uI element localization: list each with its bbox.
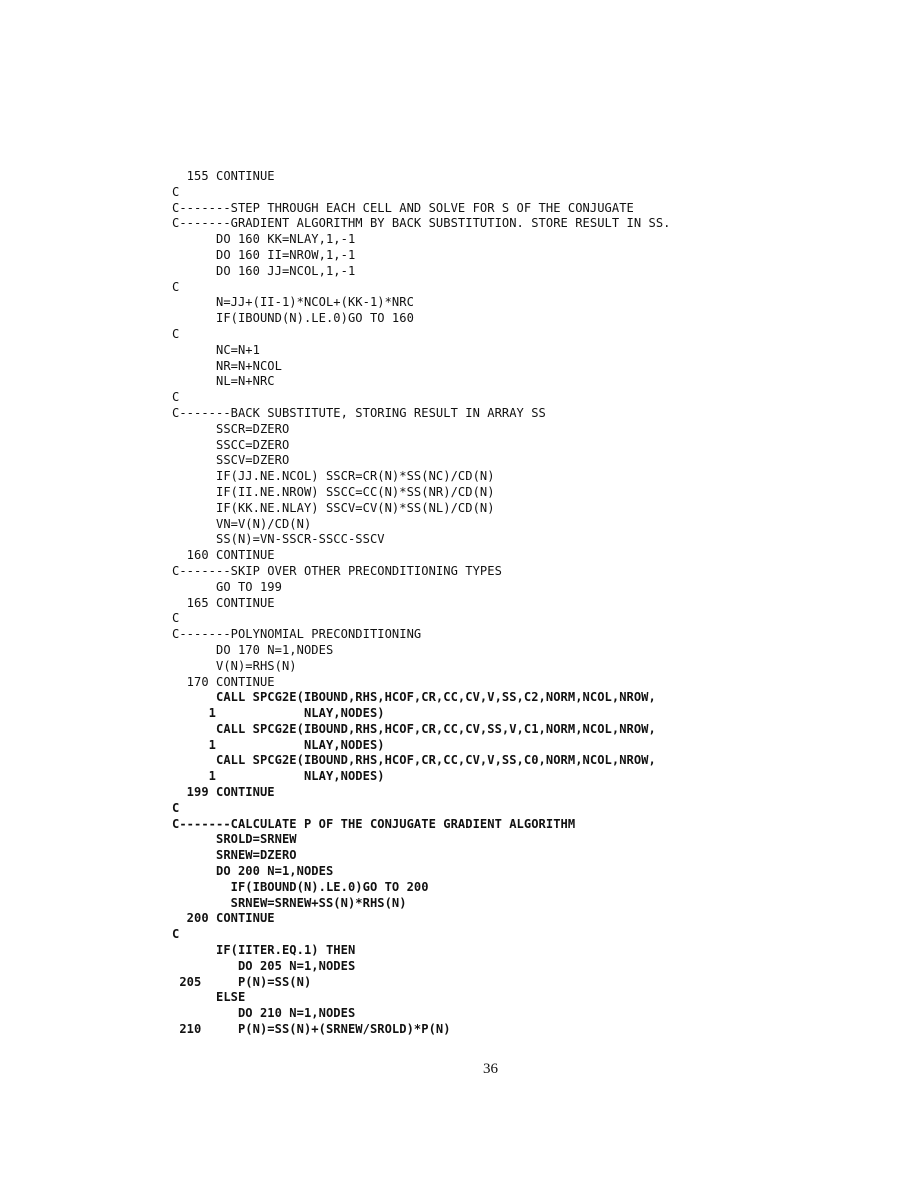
code-line: DO 160 KK=NLAY,1,-1 bbox=[172, 232, 356, 247]
code-line: NR=N+NCOL bbox=[172, 358, 282, 373]
code-line: IF(II.NE.NROW) SSCC=CC(N)*SS(NR)/CD(N) bbox=[172, 484, 495, 499]
code-line: 200 CONTINUE bbox=[172, 911, 275, 926]
code-line: 155 CONTINUE bbox=[172, 169, 275, 183]
code-line: SSCC=DZERO bbox=[172, 437, 290, 452]
code-line: C-------CALCULATE P OF THE CONJUGATE GRADIENT ALGORITHM bbox=[172, 816, 576, 831]
code-line: 1 NLAY,NODES) bbox=[172, 769, 385, 784]
code-line: C-------GRADIENT ALGORITHM BY BACK SUBSTITUTION. STORE RESULT IN SS. bbox=[172, 216, 671, 231]
code-line: 1 NLAY,NODES) bbox=[172, 737, 385, 752]
code-line: VN=V(N)/CD(N) bbox=[172, 516, 312, 531]
code-line: C-------BACK SUBSTITUTE, STORING RESULT IN ARRAY SS bbox=[172, 405, 546, 420]
code-line: GO TO 199 bbox=[172, 579, 282, 594]
code-line: CALL SPCG2E(IBOUND,RHS,HCOF,CR,CC,CV,V,SS,C0,NORM,NCOL,NROW, bbox=[172, 753, 656, 768]
code-line: C-------POLYNOMIAL PRECONDITIONING bbox=[172, 627, 422, 642]
code-line: IF(IBOUND(N).LE.0)GO TO 160 bbox=[172, 311, 414, 326]
code-line: ELSE bbox=[172, 990, 246, 1005]
page-number: 36 bbox=[483, 1061, 498, 1077]
code-line: C bbox=[172, 326, 180, 341]
code-line: IF(KK.NE.NLAY) SSCV=CV(N)*SS(NL)/CD(N) bbox=[172, 500, 495, 515]
code-line: DO 200 N=1,NODES bbox=[172, 864, 334, 879]
code-line: C bbox=[172, 184, 180, 199]
code-line: 210 P(N)=SS(N)+(SRNEW/SROLD)*P(N) bbox=[172, 1022, 451, 1037]
code-line: C-------STEP THROUGH EACH CELL AND SOLVE FOR S OF THE CONJUGATE bbox=[172, 200, 634, 215]
code-line: DO 160 II=NROW,1,-1 bbox=[172, 247, 356, 262]
code-line: CALL SPCG2E(IBOUND,RHS,HCOF,CR,CC,CV,SS,V,C1,NORM,NCOL,NROW, bbox=[172, 721, 656, 736]
code-line: SSCV=DZERO bbox=[172, 453, 290, 468]
code-line: 199 CONTINUE bbox=[172, 785, 275, 800]
code-line: DO 170 N=1,NODES bbox=[172, 642, 334, 657]
code-line: 1 NLAY,NODES) bbox=[172, 706, 385, 721]
code-line: C bbox=[172, 927, 180, 942]
code-line: IF(IBOUND(N).LE.0)GO TO 200 bbox=[172, 879, 429, 894]
code-line: IF(JJ.NE.NCOL) SSCR=CR(N)*SS(NC)/CD(N) bbox=[172, 469, 495, 484]
code-line: SRNEW=SRNEW+SS(N)*RHS(N) bbox=[172, 895, 407, 910]
code-line: 205 P(N)=SS(N) bbox=[172, 974, 312, 989]
code-line: 170 CONTINUE bbox=[172, 674, 275, 689]
code-listing bbox=[172, 169, 892, 1038]
code-line: SS(N)=VN-SSCR-SSCC-SSCV bbox=[172, 532, 385, 547]
code-line: C bbox=[172, 800, 180, 815]
code-line: SROLD=SRNEW bbox=[172, 832, 297, 847]
code-line: DO 210 N=1,NODES bbox=[172, 1006, 356, 1021]
code-line: IF(IITER.EQ.1) THEN bbox=[172, 943, 356, 958]
code-line: SRNEW=DZERO bbox=[172, 848, 297, 863]
code-line: C-------SKIP OVER OTHER PRECONDITIONING TYPES bbox=[172, 563, 502, 578]
code-line: 160 CONTINUE bbox=[172, 548, 275, 563]
code-line: CALL SPCG2E(IBOUND,RHS,HCOF,CR,CC,CV,V,SS,C2,NORM,NCOL,NROW, bbox=[172, 690, 656, 705]
code-line: V(N)=RHS(N) bbox=[172, 658, 297, 673]
code-line: NL=N+NRC bbox=[172, 374, 275, 389]
code-line: DO 205 N=1,NODES bbox=[172, 958, 356, 973]
code-line: C bbox=[172, 611, 180, 626]
code-line: DO 160 JJ=NCOL,1,-1 bbox=[172, 263, 356, 278]
code-line: SSCR=DZERO bbox=[172, 421, 290, 436]
code-line: N=JJ+(II-1)*NCOL+(KK-1)*NRC bbox=[172, 295, 414, 310]
code-line: 165 CONTINUE bbox=[172, 595, 275, 610]
code-line: NC=N+1 bbox=[172, 342, 260, 357]
code-line: C bbox=[172, 390, 180, 405]
code-line: C bbox=[172, 279, 180, 294]
